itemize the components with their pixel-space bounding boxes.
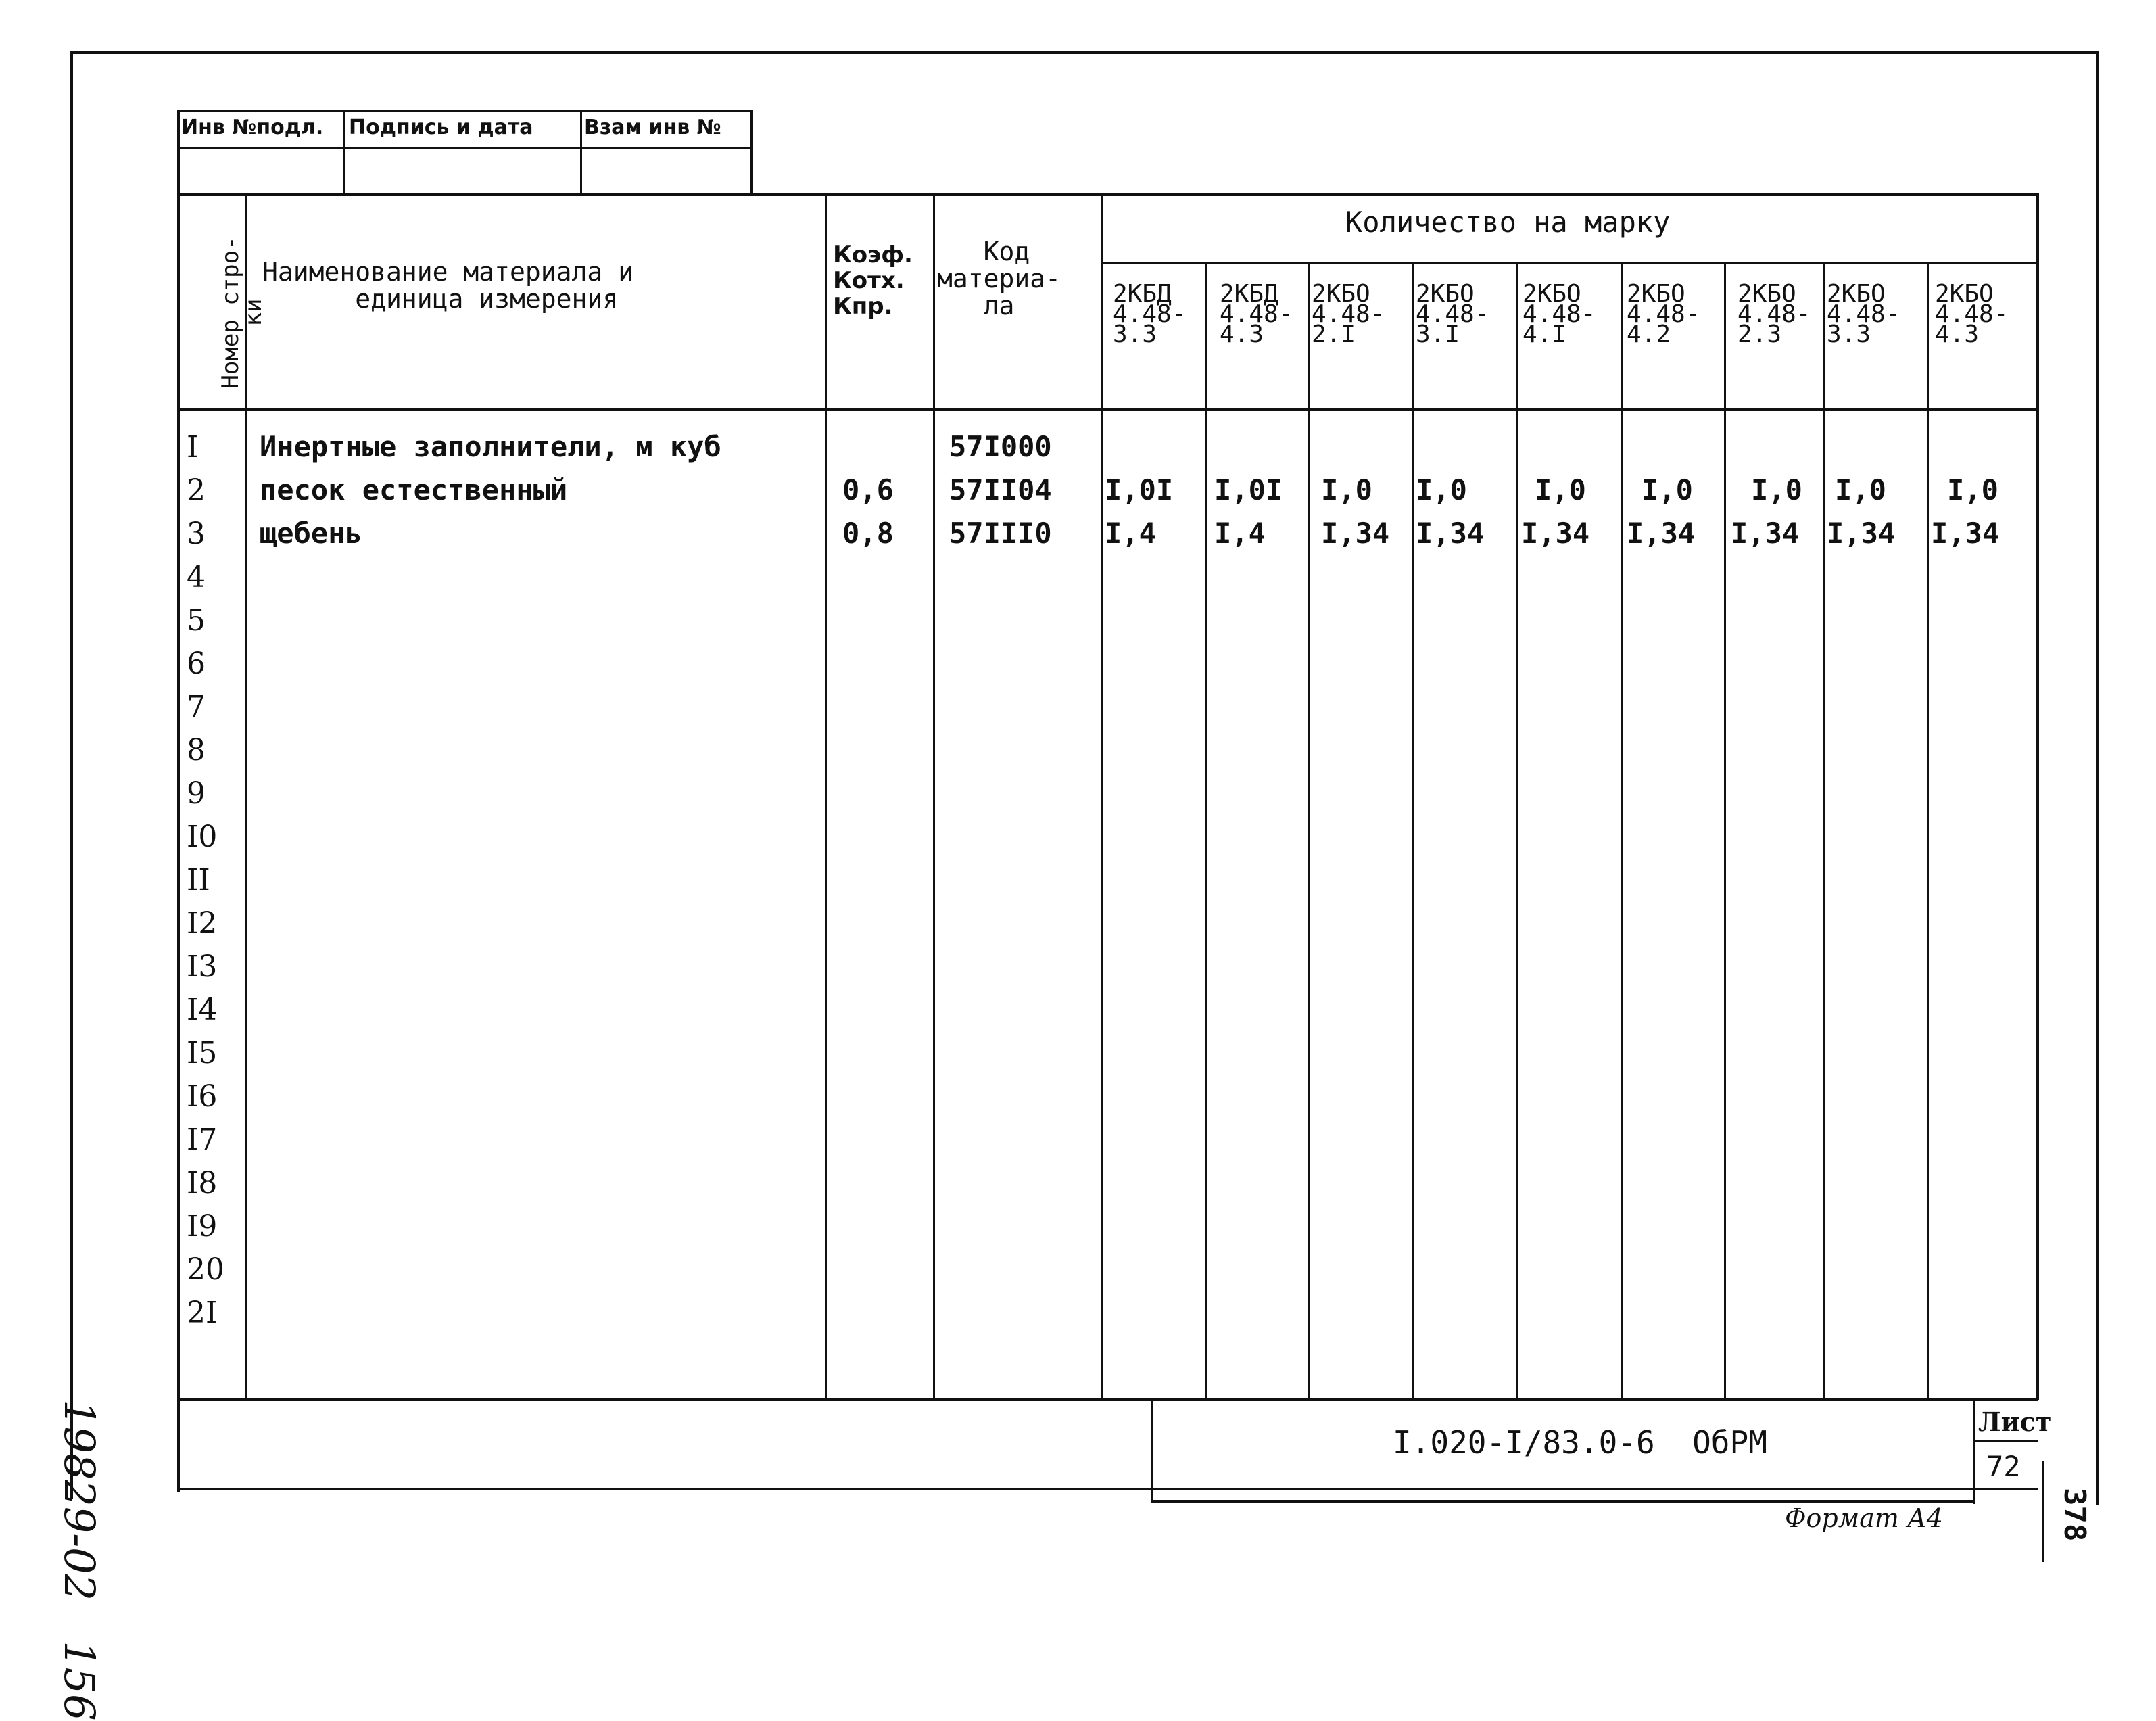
format-label: Формат А4 (1785, 1503, 1943, 1533)
row-number: I6 (187, 1079, 218, 1114)
mark-header: 2КБО 4.48- 4.2 (1627, 280, 1700, 348)
quantity-cell: I,34 (1321, 517, 1390, 550)
stamp-inv-podl-label: Инв №подл. (181, 116, 324, 139)
quantity-cell: I,0I (1214, 473, 1283, 506)
row-number: I2 (187, 906, 218, 941)
row-number: 8 (187, 733, 206, 768)
material-code-cell: 57III0 (949, 517, 1052, 550)
frame-top (72, 51, 2097, 54)
material-name-cell: песок естественный (260, 473, 568, 506)
mark-header: 2КБО 4.48- 3.3 (1827, 280, 1900, 348)
frame-right (2096, 51, 2099, 1505)
quantity-cell: I,34 (1627, 517, 1696, 550)
row-number: I7 (187, 1123, 218, 1157)
stamp-vzam-inv-label: Взам инв № (584, 116, 721, 139)
quantity-cell: I,4 (1105, 517, 1156, 550)
row-number: 4 (187, 560, 206, 594)
row-number: I4 (187, 993, 218, 1027)
quantity-cell: I,0 (1947, 473, 1998, 506)
handwritten-number: 19829-02 156 (55, 1400, 104, 1721)
row-number: 3 (187, 517, 206, 551)
material-name-header: Наименование материала и единица измерения (262, 257, 634, 314)
row-number: 7 (187, 690, 206, 724)
mark-header: 2КБО 4.48- 3.I (1416, 280, 1489, 348)
row-number-header: Номер стро- ки (217, 236, 267, 389)
mark-header: 2КБД 4.48- 3.3 (1113, 280, 1187, 348)
mark-header: 2КБО 4.48- 2.3 (1738, 280, 1811, 348)
row-number: I (187, 430, 199, 465)
stamp-signature-date-label: Подпись и дата (349, 116, 533, 139)
quantity-cell: I,34 (1521, 517, 1590, 550)
mark-header: 2КБД 4.48- 4.3 (1220, 280, 1293, 348)
quantity-cell: I,0 (1642, 473, 1693, 506)
row-number: 5 (187, 603, 206, 638)
material-code-cell: 57II04 (949, 473, 1052, 506)
quantity-cell: I,0 (1535, 473, 1586, 506)
row-number: 9 (187, 776, 206, 811)
row-number: 20 (187, 1252, 224, 1287)
quantity-cell: I,4 (1214, 517, 1266, 550)
quantity-cell: I,34 (1731, 517, 1800, 550)
page-number-box-left (2042, 1461, 2044, 1562)
mark-header: 2КБО 4.48- 4.3 (1935, 280, 2009, 348)
page-number: 378 (2057, 1488, 2092, 1542)
coef-cell: 0,8 (842, 517, 894, 550)
material-name-cell: Инертные заполнители, м куб (260, 430, 721, 463)
document-code: I.020-I/83.0-6 ОбРМ (1393, 1424, 1767, 1461)
frame-left (70, 51, 73, 1499)
coef-cell: 0,6 (842, 473, 894, 506)
row-number: I0 (187, 820, 218, 854)
quantity-cell: I,34 (1827, 517, 1896, 550)
row-number: 6 (187, 646, 206, 681)
quantity-cell: I,0I (1105, 473, 1174, 506)
row-number: 2 (187, 473, 206, 508)
quantity-cell: I,34 (1416, 517, 1485, 550)
row-number: I9 (187, 1209, 218, 1244)
row-number: I3 (187, 949, 218, 984)
quantity-cell: I,0 (1835, 473, 1886, 506)
quantity-cell: I,34 (1931, 517, 2000, 550)
mark-header: 2КБО 4.48- 2.I (1312, 280, 1385, 348)
row-number: II (187, 863, 210, 897)
sheet-number: 72 (1986, 1450, 2021, 1483)
code-header: Код материа- ла (937, 237, 1061, 321)
quantity-cell: I,0 (1416, 473, 1467, 506)
material-code-cell: 57I000 (949, 430, 1052, 463)
sheet-label: Лист (1978, 1407, 2052, 1437)
material-name-cell: щебень (260, 517, 362, 550)
quantity-cell: I,0 (1751, 473, 1802, 506)
row-number: 2I (187, 1296, 218, 1330)
mark-header: 2КБО 4.48- 4.I (1523, 280, 1596, 348)
quantity-group-header: Количество на марку (1345, 206, 1671, 239)
row-number: I8 (187, 1166, 218, 1200)
row-number: I5 (187, 1036, 218, 1070)
quantity-cell: I,0 (1321, 473, 1372, 506)
coef-header: Коэф. Котх. Кпр. (833, 241, 913, 320)
